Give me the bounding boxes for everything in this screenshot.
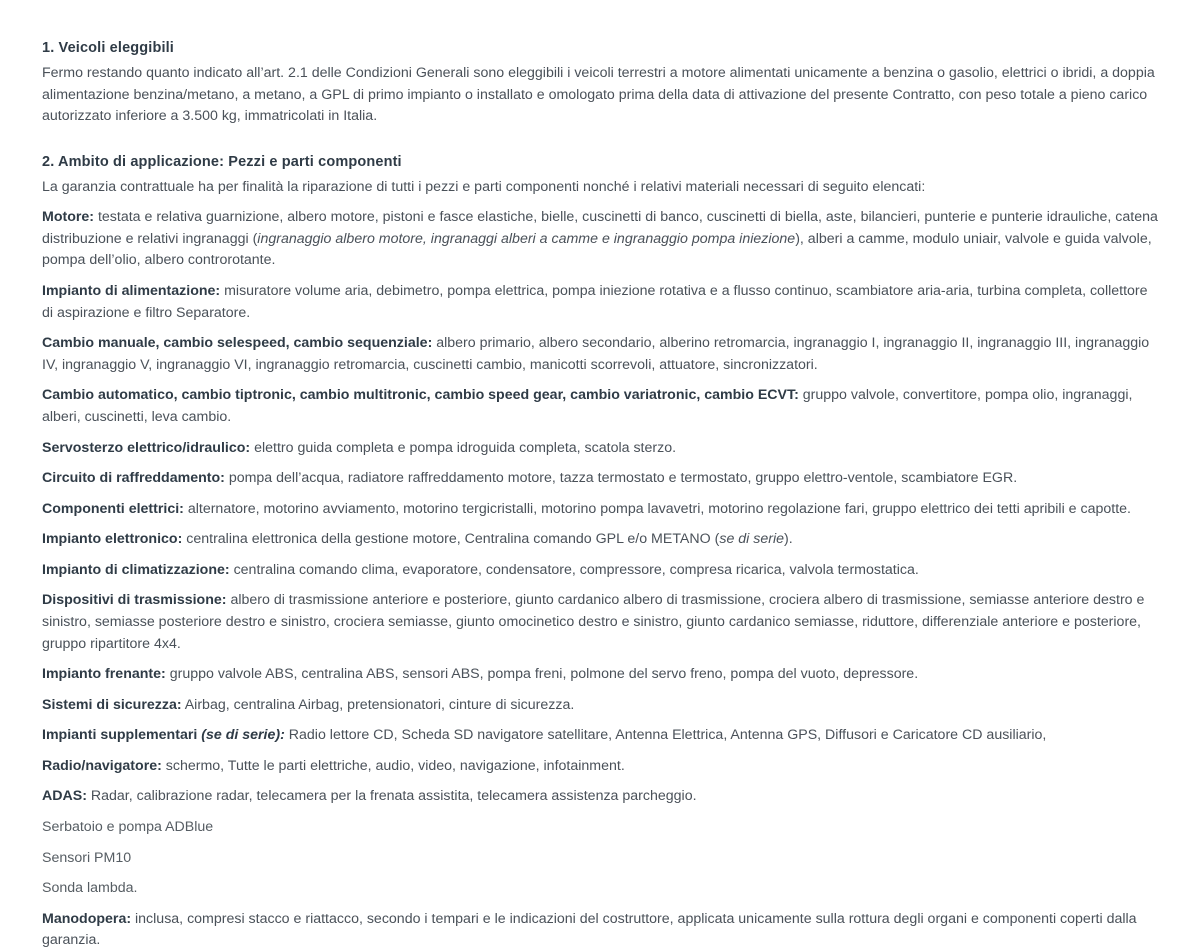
entry-term: Motore:: [42, 209, 95, 226]
entry-text: albero primario, albero secondario, alberino retromarcia, ingranaggio I, ingranaggio II, ingranaggio III, ingranaggio IV, ingranaggio V, ingranaggio VI, ingranaggio retromarcia, cuscinetti cambio, manicotti scorrevoli, attuatore, sincronizzatori.: [42, 335, 1150, 373]
entry-text: misuratore volume aria, debimetro, pompa elettrica, pompa iniezione rotativa e a flusso continuo, scambiatore aria-aria, turbina completa, collettore di aspirazione e filtro Separatore.: [42, 283, 1148, 321]
entry-cambio-automatico: [42, 385, 1158, 428]
entry-text: Airbag, centralina Airbag, pretensionatori, cinture di sicurezza.: [181, 696, 575, 713]
entry-text: schermo, Tutte le parti elettriche, audio, video, navigazione, infotainment.: [161, 757, 625, 774]
entry-text: testata e relativa guarnizione, albero motore, pistoni e fasce elastiche, bielle, cuscinetti di banco, cuscinetti di biella, aste, bilancieri, punterie e punterie idrauliche, catena distribuzione e relativi ingranaggi (: [42, 209, 1158, 247]
entry-cambio-manuale: [42, 333, 1158, 376]
entry-term: Componenti elettrici:: [42, 500, 184, 517]
entry-italic: ingranaggio albero motore, ingranaggi alberi a camme e ingranaggio pompa iniezione: [257, 230, 796, 247]
entry-text-tail: ), alberi a camme, modulo uniair, valvole e guida valvole, pompa dell’olio, albero controrotante.: [42, 230, 1152, 269]
entry-term: Radio/navigatore:: [42, 757, 162, 774]
entry-text: Radar, calibrazione radar, telecamera per la frenata assistita, telecamera assistenza parcheggio.: [86, 788, 697, 805]
entry-impianto-elettronico: [42, 529, 1158, 551]
entry-term: Sistemi di sicurezza:: [42, 696, 182, 713]
entry-italic: se di serie: [719, 531, 785, 548]
entry-term: Cambio automatico, cambio tiptronic, cambio multitronic, cambio speed gear, cambio variatronic, cambio ECVT:: [42, 387, 799, 404]
entry-text: albero di trasmissione anteriore e posteriore, giunto cardanico albero di trasmissione, crociera albero di trasmissione, semiasse anteriore destro e sinistro, semiasse posteriore destro e sinistro, crociera semiasse, giunto omocinetico destro e sinistro, giunto cardanico semiasse, riduttore, differenziale anteriore e posteriore, gruppo ripartitore 4x4.: [42, 592, 1145, 652]
entry-impianti-supplementari: [42, 725, 1158, 747]
entry-term: Impianto frenante:: [42, 666, 166, 683]
entry-sonda-lambda: Sonda lambda.: [42, 880, 138, 897]
entry-term: Dispositivi di trasmissione:: [42, 592, 227, 609]
section-1-body: Fermo restando quanto indicato all’art. 2.1 delle Condizioni Generali sono eleggibili i veicoli terrestri a motore alimentati unicamente a benzina o gasolio, elettrici o ibridi, a doppia alimentazione benzina/metano, a metano, a GPL di primo impianto o installato e omologato prima della data di attivazione del presente Contratto, con peso totale a pieno carico autorizzato inferiore a 3.500 kg, immatricolati in Italia.: [42, 65, 1155, 125]
entry-text-tail: Radio lettore CD, Scheda SD navigatore satellitare, Antenna Elettrica, Antenna GPS, Diffusori e Caricatore CD ausiliario,: [284, 727, 1047, 744]
entry-impianto-alimentazione: [42, 281, 1158, 324]
entry-text: gruppo valvole, convertitore, pompa olio, ingranaggi, alberi, cuscinetti, leva cambio.: [42, 387, 1133, 425]
entry-text: alternatore, motorino avviamento, motorino tergicristalli, motorino pompa lavavetri, motorino regolazione fari, gruppo elettrico dei tetti apribili e capotte.: [183, 500, 1131, 517]
entry-term: ADAS:: [42, 788, 87, 805]
entry-text: centralina elettronica della gestione motore, Centralina comando GPL e/o METANO (: [182, 531, 720, 548]
entry-text: pompa dell’acqua, radiatore raffreddamento motore, tazza termostato e termostato, gruppo elettro-ventole, scambiatore EGR.: [224, 470, 1018, 487]
entry-motore: [42, 207, 1158, 272]
entry-circuito-raffreddamento: [42, 468, 1158, 490]
entry-term: Servosterzo elettrico/idraulico:: [42, 439, 251, 456]
entry-adas: [42, 786, 1158, 808]
entry-text: inclusa, compresi stacco e riattacco, secondo i tempari e le indicazioni del costruttore, applicata unicamente sulla rottura degli organi e componenti coperti dalla garanzia.: [42, 910, 1137, 949]
entry-term: Manodopera:: [42, 910, 132, 927]
entry-term: Impianti supplementari: [42, 727, 198, 744]
entry-dispositivi-trasmissione: [42, 590, 1158, 655]
entry-impianto-climatizzazione: [42, 560, 1158, 582]
entry-sistemi-sicurezza: [42, 695, 1158, 717]
entry-term: Cambio manuale, cambio selespeed, cambio sequenziale:: [42, 335, 433, 352]
entry-text: elettro guida completa e pompa idroguida completa, scatola sterzo.: [250, 439, 677, 456]
entry-sensori-pm10: Sensori PM10: [42, 849, 132, 866]
entry-text: gruppo valvole ABS, centralina ABS, sensori ABS, pompa freni, polmone del servo freno, pompa del vuoto, depressore.: [165, 666, 919, 683]
entry-componenti-elettrici: [42, 499, 1158, 521]
entry-manodopera: [42, 909, 1158, 952]
entry-term: Impianto di alimentazione:: [42, 283, 221, 300]
entry-radio-navigatore: [42, 756, 1158, 778]
entry-term: Impianto elettronico:: [42, 531, 183, 548]
entry-term: Circuito di raffreddamento:: [42, 470, 225, 487]
entry-italic: (se di serie):: [197, 727, 285, 744]
section-2-intro: La garanzia contrattuale ha per finalità la riparazione di tutti i pezzi e parti componenti nonché i relativi materiali necessari di seguito elencati:: [42, 178, 926, 195]
entry-servosterzo: [42, 438, 1158, 460]
entry-text: centralina comando clima, evaporatore, condensatore, compressore, compresa ricarica, valvola termostatica.: [229, 561, 919, 578]
entry-impianto-frenante: [42, 664, 1158, 686]
entry-term: Impianto di climatizzazione:: [42, 561, 230, 578]
entry-serbatoio-adblue: Serbatoio e pompa ADBlue: [42, 819, 214, 836]
entry-text-tail: ).: [784, 531, 793, 548]
section-veicoli-eleggibili: [42, 40, 1158, 128]
section-1-heading: 1. Veicoli eleggibili: [42, 40, 174, 56]
section-ambito-applicazione: [42, 154, 1158, 952]
section-2-heading: 2. Ambito di applicazione: Pezzi e parti componenti: [42, 153, 402, 170]
